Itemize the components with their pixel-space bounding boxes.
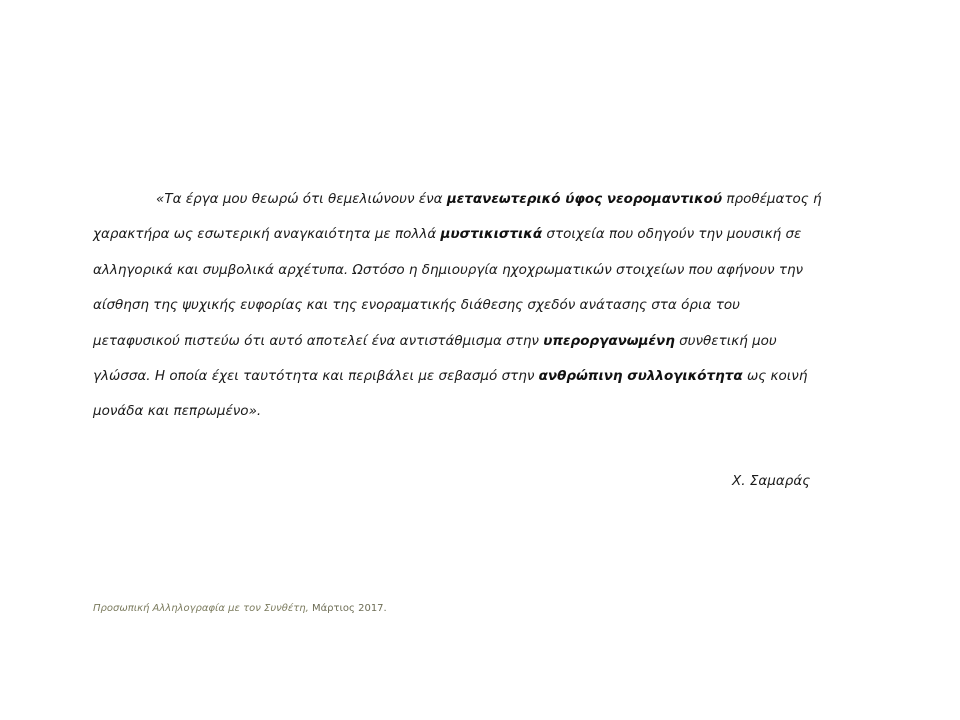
quote-text: μονάδα και πεπρωμένο». [93,403,262,420]
quote-line [93,253,893,288]
quote-text: αλληγορικά και συμβολικά αρχέτυπα. Ωστόσο η δημιουργία ηχοχρωματικών στοιχείων που αφήνουν την [93,261,804,278]
quote-emphasis: υπεροργανωμένη [543,332,675,349]
quote-text: συνθετική μου [674,332,777,349]
quote-line [93,324,893,359]
source-footnote [93,603,387,614]
footnote-text: Προσωπική Αλληλογραφία με τον Συνθέτη, [93,603,312,614]
quote-text: προθέματος ή [722,191,822,207]
quote-emphasis: μετανεωτερικό ύφος νεορομαντικού [446,191,723,207]
signature: Χ. Σαμαράς [732,473,811,489]
quote-line [93,217,893,252]
quote-line [93,394,893,429]
quote-text: ως κοινή [742,368,808,385]
quote-text: αίσθηση της ψυχικής ευφορίας και της ενοραματικής διάθεσης σχεδόν ανάτασης στα όρια του [93,297,740,314]
quote-emphasis: μυστικιστικά [440,226,543,243]
quote-text: στοιχεία που οδηγούν την μουσική σε [542,226,802,243]
quote-line [93,288,893,323]
quote-text: γλώσσα. Η οποία έχει ταυτότητα και περιβάλει με σεβασμό στην [93,368,539,385]
quote-line [93,359,893,394]
composer-quote [93,182,893,430]
quote-text: «Τα έργα μου θεωρώ ότι θεμελιώνουν ένα [156,191,447,207]
quote-emphasis: ανθρώπινη συλλογικότητα [538,368,743,385]
quote-text: μεταφυσικού πιστεύω ότι αυτό αποτελεί ένα αντιστάθμισμα στην [93,332,544,349]
quote-line [93,182,893,217]
footnote-date: Μάρτιος 2017. [311,603,387,614]
quote-text: χαρακτήρα ως εσωτερική αναγκαιότητα με πολλά [93,226,441,243]
